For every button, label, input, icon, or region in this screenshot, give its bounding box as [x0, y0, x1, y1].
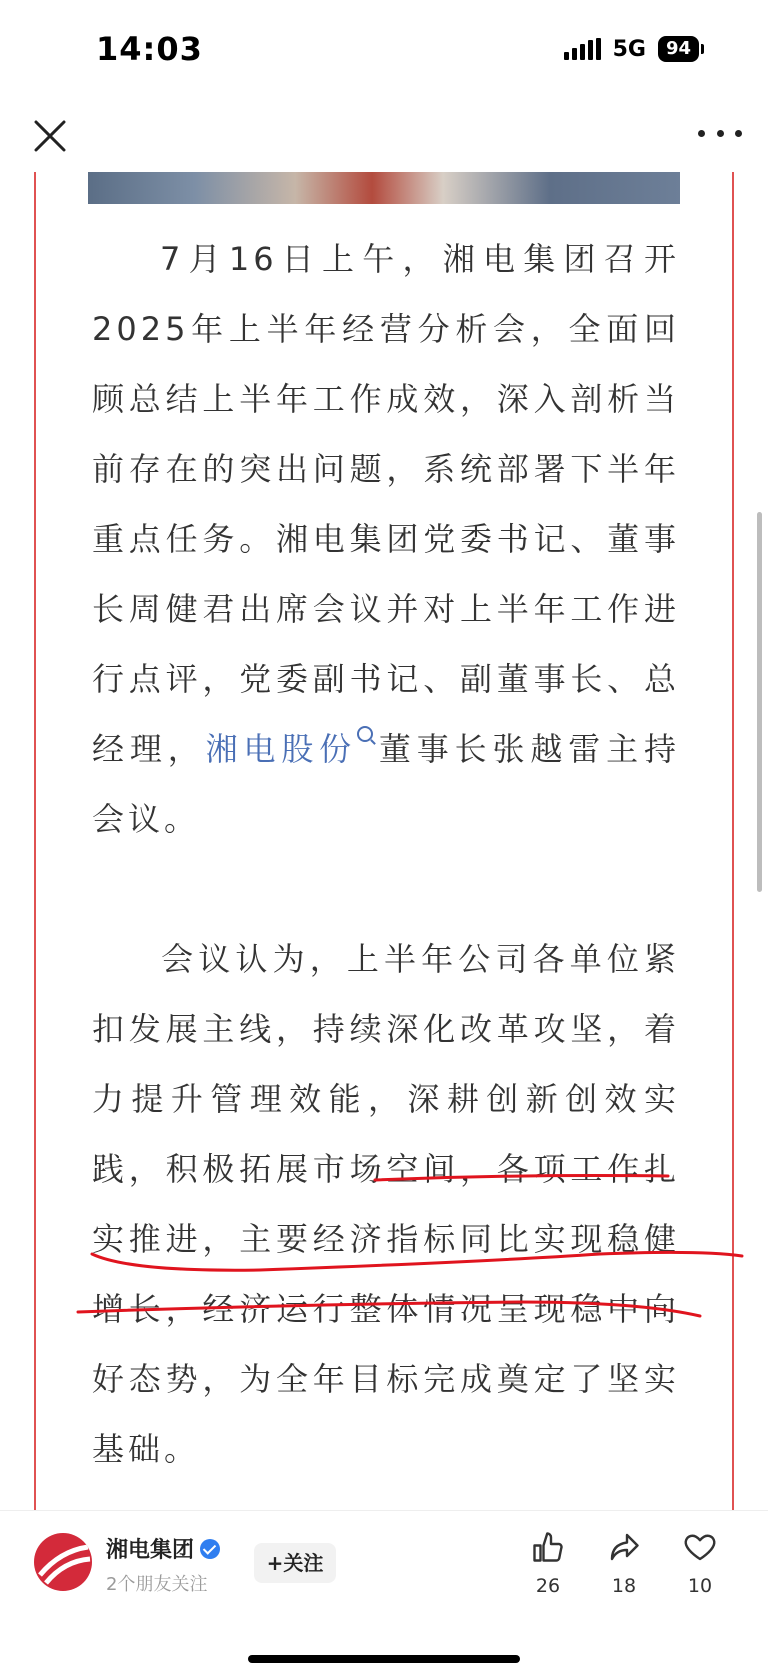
like-count: 26 [535, 1575, 561, 1597]
search-icon[interactable] [357, 726, 373, 742]
left-border-line [34, 172, 36, 1510]
article-paragraph-1 [92, 224, 680, 854]
article-content[interactable] [0, 172, 768, 1510]
share-count: 18 [611, 1575, 637, 1597]
paragraph-text: 会议认为，上半年公司各单位紧扣发展主线，持续深化改革攻坚，着力提升管理效能，深耕创新创效实践，积极拓展市场空间，各项工作扎实推进，主要经济指标同比实现稳健增长，经济运行整体情况呈现稳中向好态势，为全年目标完成奠定了坚实基础。 [92, 940, 680, 1468]
author-avatar[interactable] [34, 1533, 92, 1591]
share-icon [606, 1529, 642, 1565]
battery-tip [701, 44, 704, 54]
paragraph-text: 董事长张越雷主持会议。 [92, 730, 680, 838]
like-button[interactable] [518, 1529, 578, 1597]
heart-icon [682, 1529, 718, 1565]
battery-icon: 94 [658, 36, 699, 62]
network-type: 5G [612, 36, 646, 62]
stock-link[interactable]: 湘电股份 [205, 730, 358, 768]
article-paragraph-2 [92, 924, 680, 1484]
status-bar [0, 0, 768, 100]
favorite-button[interactable] [670, 1529, 730, 1597]
more-icon[interactable] [698, 118, 742, 148]
bottom-bar [0, 1510, 768, 1671]
follow-button[interactable]: +关注 [254, 1543, 336, 1583]
follower-text: 2个朋友关注 [106, 1574, 208, 1595]
author-name[interactable]: 湘电集团 [106, 1538, 195, 1563]
status-indicators [564, 36, 704, 62]
home-indicator[interactable] [248, 1655, 520, 1663]
signal-icon [564, 38, 601, 60]
close-icon[interactable] [28, 114, 72, 158]
favorite-count: 10 [687, 1575, 713, 1597]
verified-badge-icon [200, 1539, 220, 1559]
paragraph-text: 7月16日上午，湘电集团召开2025年上半年经营分析会，全面回顾总结上半年工作成效，深入剖析当前存在的突出问题，系统部署下半年重点任务。湘电集团党委书记、董事长周健君出席会议并对上半年工作进行点评，党委副书记、副董事长、总经理， [92, 240, 680, 768]
scrollbar[interactable] [757, 512, 762, 892]
share-button[interactable] [594, 1529, 654, 1597]
right-border-line [732, 172, 734, 1510]
status-time: 14:03 [96, 30, 203, 68]
thumbs-up-icon [530, 1529, 566, 1565]
article-photo [88, 172, 680, 204]
nav-bar [0, 100, 768, 172]
author-info[interactable] [106, 1533, 220, 1596]
